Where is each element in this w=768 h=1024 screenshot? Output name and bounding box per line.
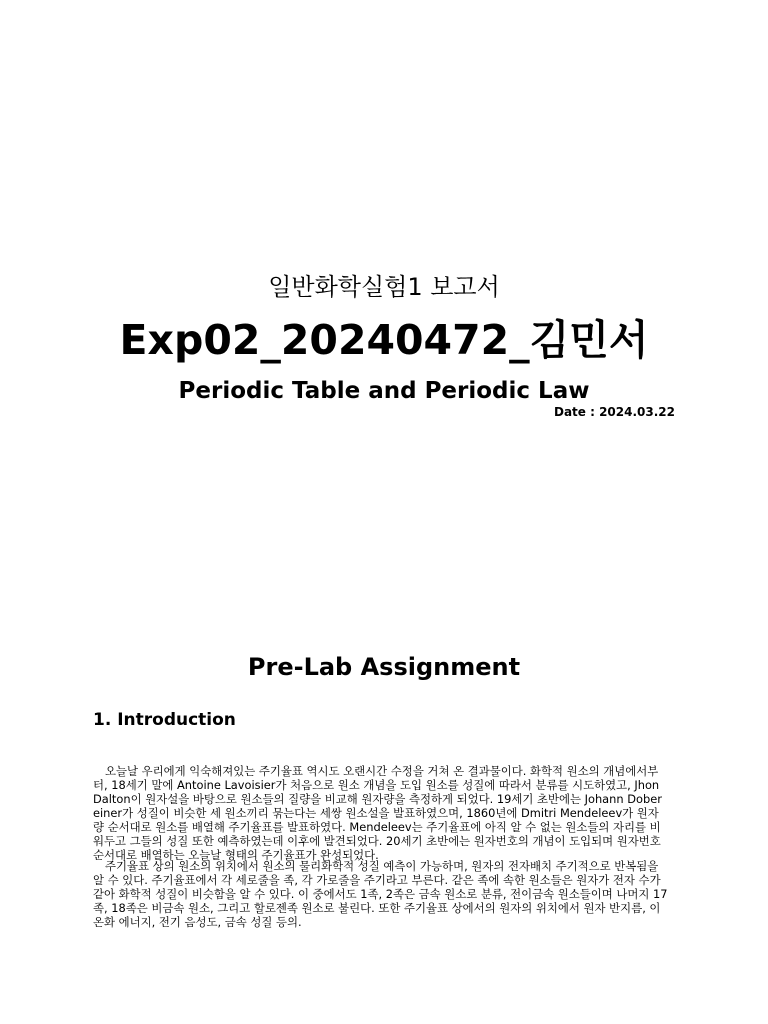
- introduction-paragraph-2: 주기율표 상의 원소의 위치에서 원소의 물리화학적 성질 예측이 가능하며, 원자의 전자배치 주기적으로 반복됨을 알 수 있다. 주기율표에서 각 세로줄을 족, 각 가로줄을 주기라고 부른다. 같은 족에 속한 원소들은 원자가 전자 수가 같아 화학적 성질이 비슷함을 알 수 있다. 이 중에서도 1족, 2족은 금속 원소로 분류, 전이금속 원소들이며 나머지 17족, 18족은 비금속 원소, 그리고 할로젠족 원소로 불린다. 또한 주기율표 상에서의 원자의 위치에서 원자 반지름, 이온화 에너지, 전기 음성도, 금속 성질 등의.: [93, 859, 668, 930]
- section-title: Pre-Lab Assignment: [247, 653, 521, 681]
- course-title: 일반화학실험1 보고서: [268, 273, 500, 301]
- introduction-heading: 1. Introduction: [93, 710, 236, 730]
- report-title: Exp02_20240472_김민서: [119, 316, 649, 364]
- report-date: Date : 2024.03.22: [553, 405, 675, 419]
- introduction-paragraph-1: 오늘날 우리에게 익숙해져있는 주기율표 역시도 오랜시간 수정을 거쳐 온 결과물이다. 화학적 원소의 개념에서부터, 18세기 말에 Antoine Lavoisier가 처음으로 원소 개념을 도입 원소를 성질에 따라서 분류를 시도하였고, Jhon Dalton이 원자설을 바탕으로 원소들의 질량을 비교해 원자량을 측정하게 되었다. 19세기 초반에는 Johann Dobereiner가 성질이 비슷한 세 원소끼리 묶는다는 세쌍 원소설을 발표하였으며, 1860년에 Dmitri Mendeleev가 원자량 순서대로 원소를 배열해 주기율표를 발표하였다. Mendeleev는 주기율표에 아직 알 수 없는 원소들의 자리를 비워두고 그들의 성질 또한 예측하였는데 이후에 발견되었다. 20세기 초반에는 원자번호의 개념이 도입되며 원자번호 순서대로 배열하는 오늘날 형태의 주기율표가 완성되었다.: [93, 764, 662, 863]
- report-subtitle: Periodic Table and Periodic Law: [178, 378, 590, 404]
